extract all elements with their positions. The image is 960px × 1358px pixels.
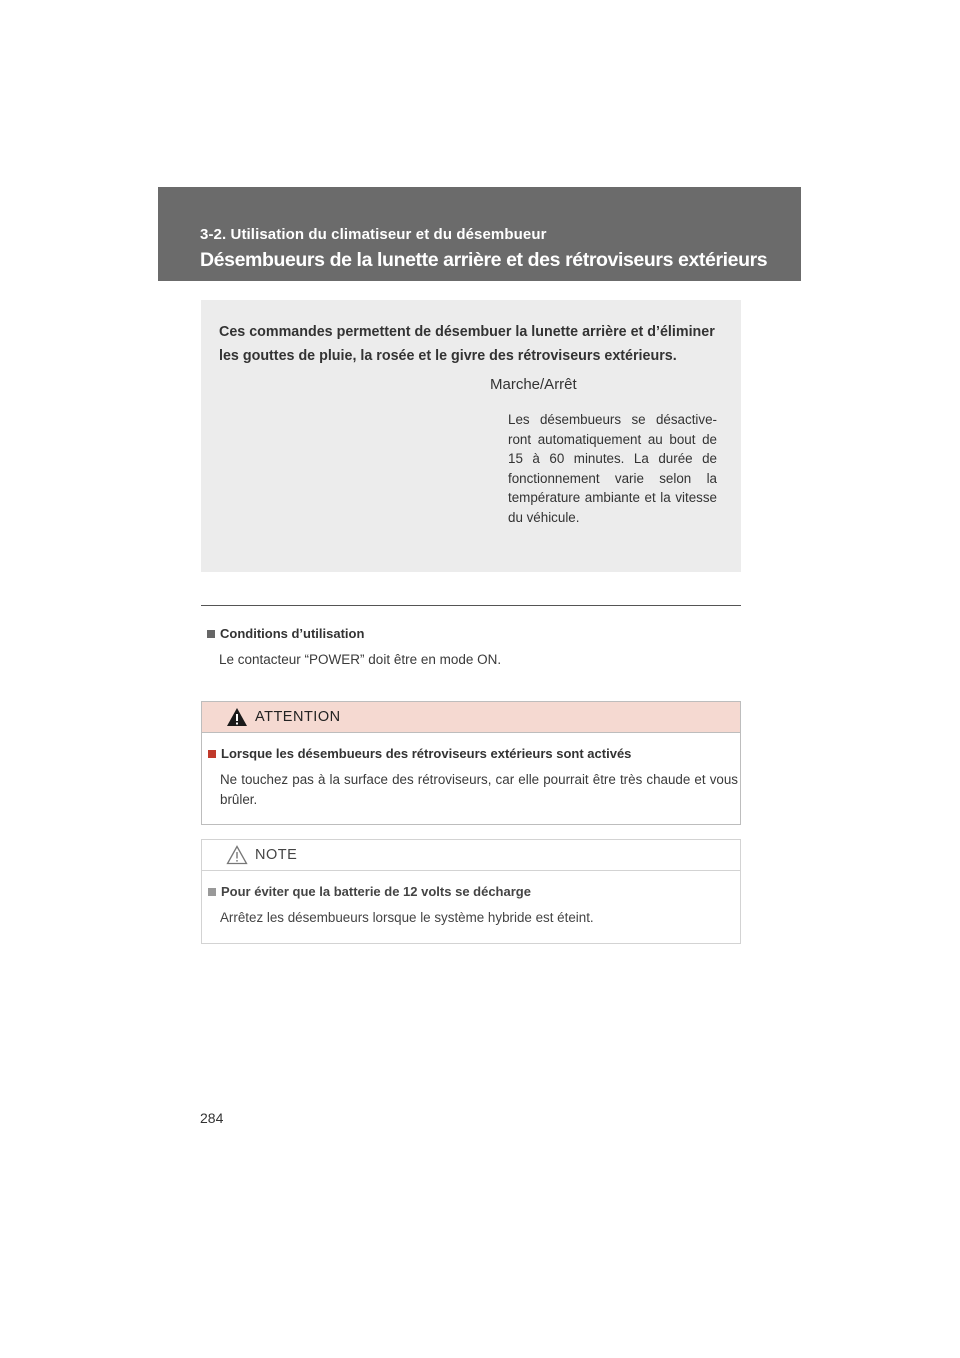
note-subheading-text: Pour éviter que la batterie de 12 volts se décharge xyxy=(221,884,531,899)
square-bullet-icon xyxy=(208,750,216,758)
section-header xyxy=(158,187,801,281)
note-text: Arrêtez les désembueurs lorsque le système hybride est éteint. xyxy=(220,910,594,925)
note-box xyxy=(201,839,741,944)
section-label: 3-2. Utilisation du climatiseur et du désembueur xyxy=(200,226,547,243)
note-header xyxy=(202,840,740,871)
divider xyxy=(201,605,741,606)
warning-title: ATTENTION xyxy=(255,709,341,725)
square-bullet-icon xyxy=(207,630,215,638)
warning-subheading xyxy=(208,746,631,761)
square-bullet-icon xyxy=(208,888,216,896)
intro-box xyxy=(201,300,741,572)
page-number: 284 xyxy=(200,1110,224,1126)
callout-label: Marche/Arrêt xyxy=(490,376,577,393)
warning-header xyxy=(202,702,740,733)
conditions-heading-text: Conditions d’utilisation xyxy=(220,626,365,641)
warning-box xyxy=(201,701,741,825)
warning-triangle-icon xyxy=(226,707,248,727)
conditions-heading xyxy=(207,626,364,641)
warning-text: Ne touchez pas à la surface des rétroviseurs, car elle pourrait être très chaude et vous brûler. xyxy=(220,772,738,807)
conditions-text: Le contacteur “POWER” doit être en mode ON. xyxy=(219,652,502,667)
caution-triangle-icon xyxy=(226,845,248,865)
warning-subheading-text: Lorsque les désembueurs des rétroviseurs extérieurs sont activés xyxy=(221,746,632,761)
note-title: NOTE xyxy=(255,847,298,863)
note-subheading xyxy=(208,884,531,899)
intro-text: Ces commandes permettent de désembuer la lunette arrière et d’éliminer les gouttes de pluie, la rosée et le givre des rétroviseurs extérieurs. xyxy=(219,324,715,364)
page-title: Désembueurs de la lunette arrière et des rétroviseurs extérieurs xyxy=(200,249,768,271)
callout-text: Les désembueurs se désactive-ront automatiquement au bout de 15 à 60 minutes. La durée de fonctionnement varie selon la température ambiante et la vitesse du véhicule. xyxy=(508,412,717,525)
